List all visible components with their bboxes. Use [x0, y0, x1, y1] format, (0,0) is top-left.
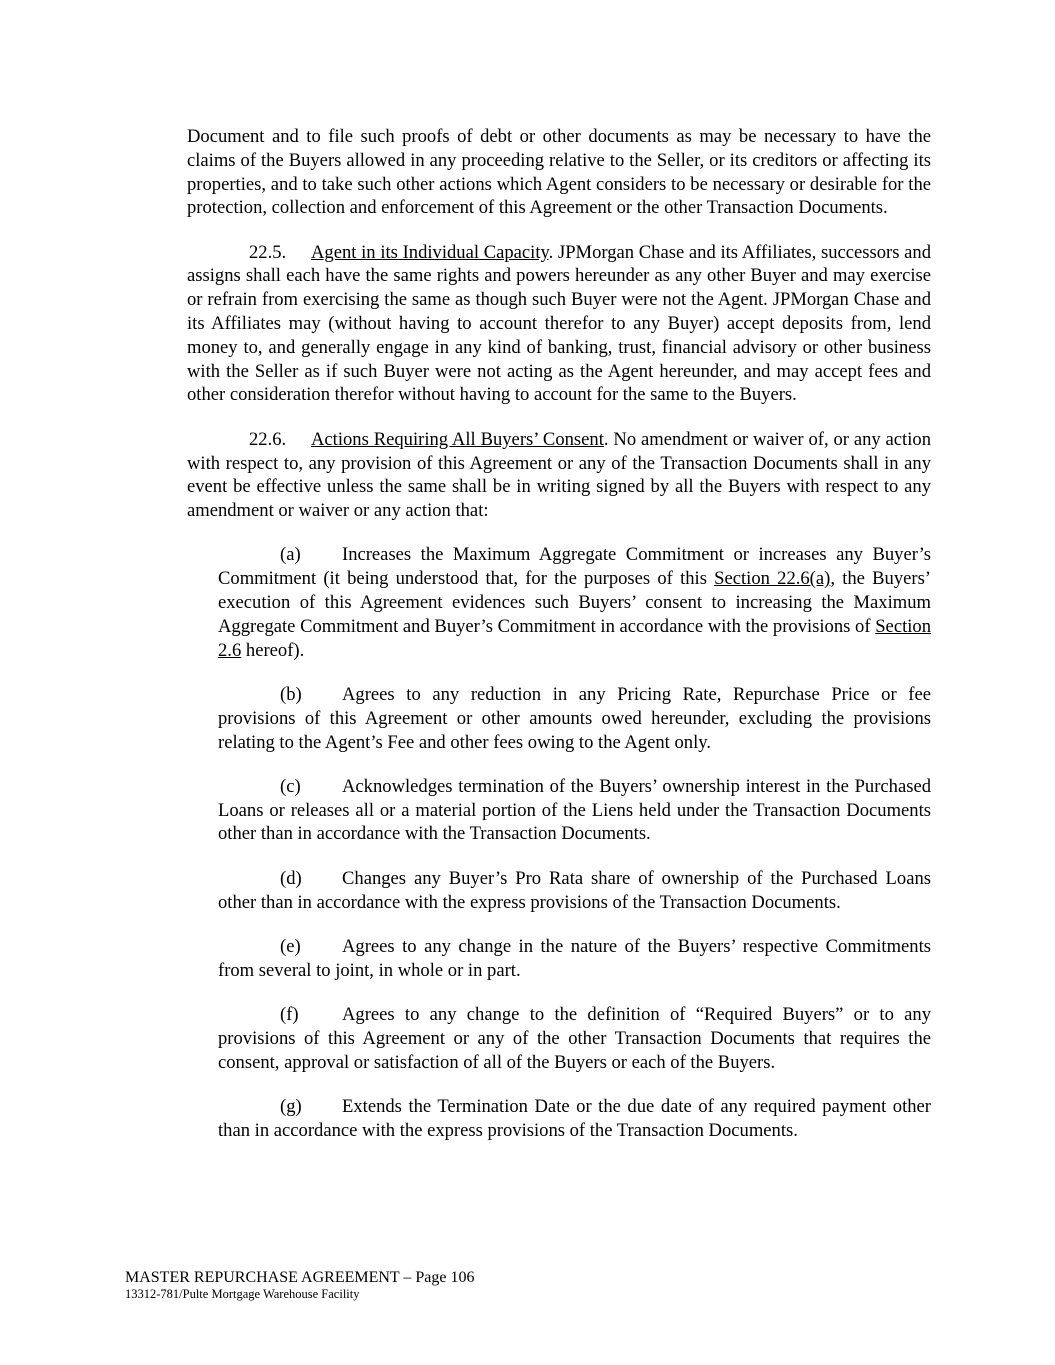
item-c — [218, 775, 931, 846]
section-22-5-heading: Agent in its Individual Capacity — [311, 241, 549, 263]
item-e — [218, 935, 931, 983]
footer-title: MASTER REPURCHASE AGREEMENT – Page 106 — [125, 1269, 475, 1286]
section-22-5 — [187, 241, 931, 408]
item-e-label: (e) — [280, 935, 301, 957]
footer-doc-id: 13312-781/Pulte Mortgage Warehouse Facility — [125, 1287, 360, 1301]
item-f — [218, 1003, 931, 1074]
section-22-6 — [187, 428, 931, 523]
item-a-section-ref-1: Section 22.6(a) — [714, 568, 831, 590]
item-f-text: Agrees to any change to the definition of “Required Buyers” or to any provisions of this Agreement or any of the other Transaction Documents that requires the consent, approval or satisfaction of all of the Buyers or each of the Buyers. — [218, 1003, 931, 1073]
document-body — [187, 125, 931, 1163]
item-b-text: Agrees to any reduction in any Pricing Rate, Repurchase Price or fee provisions of this Agreement or other amounts owed hereunder, excluding the provisions relating to the Agent’s Fee and other fees owing to the Agent only. — [218, 683, 931, 753]
section-22-5-text: . JPMorgan Chase and its Affiliates, successors and assigns shall each have the same rights and powers hereunder as any other Buyer and may exercise or refrain from exercising the same as though such Buyer were not the Agent. JPMorgan Chase and its Affiliates may (without having to account therefor to any Buyer) accept deposits from, lend money to, and generally engage in any kind of banking, trust, financial advisory or other business with the Seller as if such Buyer were not acting as the Agent hereunder, and may accept fees and other consideration therefor without having to account for the same to the Buyers. — [187, 241, 931, 406]
section-22-5-number: 22.5. — [249, 241, 287, 263]
item-a — [218, 543, 931, 662]
page-footer — [125, 1268, 475, 1302]
item-d-label: (d) — [280, 867, 302, 889]
section-22-6-text: . No amendment or waiver of, or any action with respect to, any provision of this Agreement or any of the Transaction Documents shall in any event be effective unless the same shall be in writing signed by all the Buyers with respect to any amendment or waiver or any action that: — [187, 428, 931, 522]
item-c-text: Acknowledges termination of the Buyers’ ownership interest in the Purchased Loans or releases all or a material portion of the Liens held under the Transaction Documents other than in accordance with the Transaction Documents. — [218, 775, 931, 845]
item-a-section-ref-2: Section 2.6 — [218, 615, 931, 661]
item-c-label: (c) — [280, 775, 301, 797]
item-a-label: (a) — [280, 544, 301, 566]
section-22-6-heading: Actions Requiring All Buyers’ Consent — [311, 428, 604, 450]
item-f-label: (f) — [280, 1003, 299, 1025]
item-b — [218, 683, 931, 754]
item-d — [218, 867, 931, 915]
item-a-text-3: hereof). — [241, 639, 305, 661]
item-d-text: Changes any Buyer’s Pro Rata share of ownership of the Purchased Loans other than in accordance with the express provisions of the Transaction Documents. — [218, 867, 931, 913]
item-g — [218, 1095, 931, 1143]
item-e-text: Agrees to any change in the nature of the Buyers’ respective Commitments from several to joint, in whole or in part. — [218, 935, 931, 981]
item-a-text-2: , the Buyers’ execution of this Agreement evidences such Buyers’ consent to increasing the Maximum Aggregate Commitment and Buyer’s Commitment in accordance with the provisions of — [218, 568, 931, 637]
item-g-label: (g) — [280, 1095, 302, 1117]
opening-paragraph: Document and to file such proofs of debt or other documents as may be necessary to have the claims of the Buyers allowed in any proceeding relative to the Seller, or its creditors or affecting its properties, and to take such other actions which Agent considers to be necessary or desirable for the protection, collection and enforcement of this Agreement or the other Transaction Documents. — [187, 126, 931, 219]
section-22-6-number: 22.6. — [249, 428, 287, 450]
item-a-text-1: Increases the Maximum Aggregate Commitment or increases any Buyer’s Commitment (it being understood that, for the purposes of this — [218, 544, 931, 590]
item-g-text: Extends the Termination Date or the due date of any required payment other than in accordance with the express provisions of the Transaction Documents. — [218, 1095, 931, 1141]
item-b-label: (b) — [280, 683, 302, 705]
